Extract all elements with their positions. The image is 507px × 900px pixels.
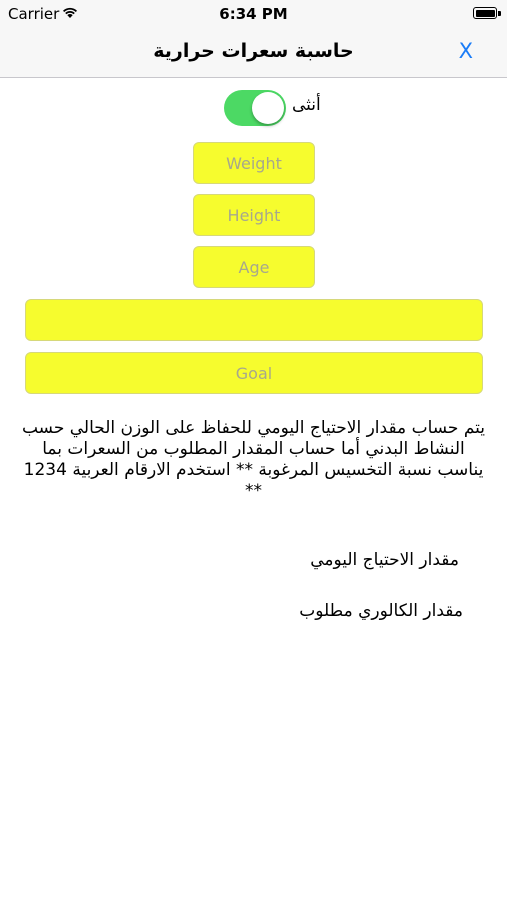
close-button[interactable]: X (458, 39, 473, 63)
calories-required-result: مقدار الكالوري مطلوب (299, 601, 463, 621)
gender-switch[interactable] (224, 90, 286, 126)
age-field[interactable] (193, 246, 315, 288)
daily-need-result: مقدار الاحتياج اليومي (310, 550, 459, 570)
weight-field[interactable] (193, 142, 315, 184)
activity-field[interactable] (25, 299, 483, 341)
status-bar (0, 0, 507, 28)
gender-toggle-row (0, 88, 507, 128)
carrier-label: Carrier (8, 5, 60, 23)
navigation-bar (0, 28, 507, 78)
height-field[interactable] (193, 194, 315, 236)
instructions-text: يتم حساب مقدار الاحتياج اليومي للحفاظ على الوزن الحالي حسب النشاط البدني أما حساب المقدار المطلوب من السعرات بما يناسب نسبة التخسيس المرغوبة ** استخدم الارقام العربية 1234 ** (21, 418, 486, 501)
switch-knob (252, 92, 284, 124)
battery-tip (498, 11, 501, 16)
page-title: حاسبة سعرات حرارية (153, 40, 354, 62)
clock: 6:34 PM (219, 5, 288, 23)
gender-label: أنثى (292, 95, 321, 115)
battery-icon (473, 7, 497, 19)
goal-field[interactable] (25, 352, 483, 394)
